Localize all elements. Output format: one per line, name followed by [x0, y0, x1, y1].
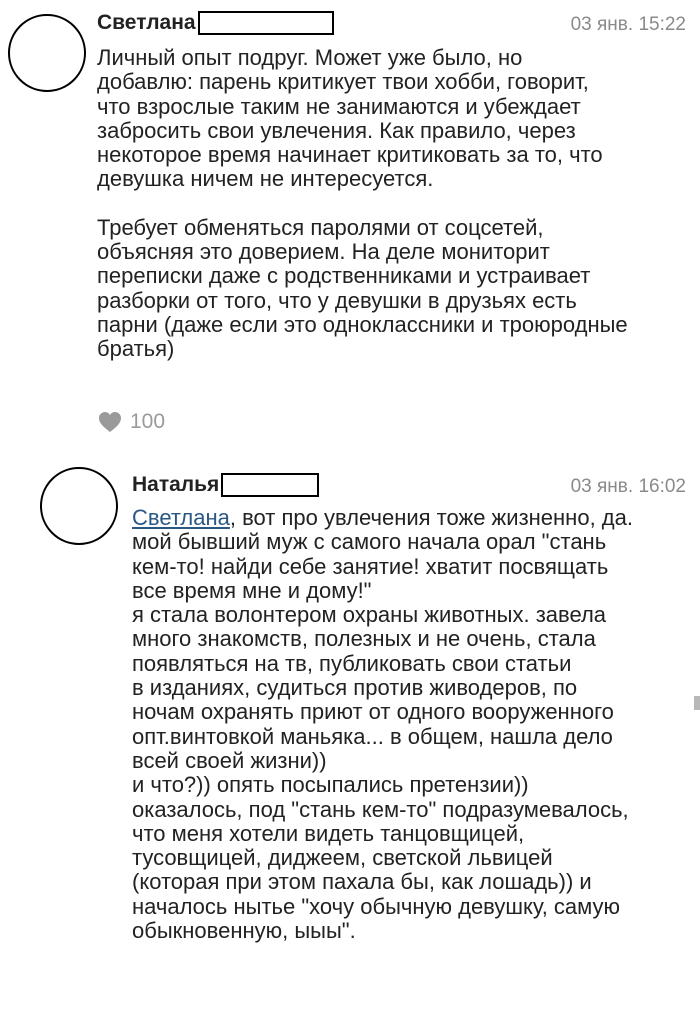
text-line: все время мне и дому!"	[132, 577, 372, 603]
text-line: тусовщицей, диджеем, светской львицей	[132, 845, 553, 871]
text-line: забросить свои увлечения. Как правило, через	[97, 117, 576, 143]
text-line: объясняя это доверием. На деле мониторит	[97, 239, 550, 265]
mention-link[interactable]: Светлана	[132, 505, 230, 530]
text-line: что меня хотели видеть танцовщицей,	[132, 820, 525, 846]
text-line: опт.винтовкой маньяка... в общем, нашла дело	[132, 723, 613, 749]
comment-text	[132, 506, 696, 943]
text-line: (которая при этом пахала бы, как лошадь)) и	[132, 869, 592, 895]
like-count: 100	[130, 410, 166, 433]
text-line: началось нытье "хочу обычную девушку, самую	[132, 893, 621, 919]
text-line: в изданиях, судиться против живодеров, по	[132, 675, 578, 701]
text-line: переписки даже с родственниками и устраивает	[97, 263, 591, 289]
comment-text	[97, 46, 693, 362]
redacted-name-box	[198, 11, 334, 35]
like-button[interactable]	[98, 410, 165, 434]
comment-header	[132, 470, 319, 500]
text-line: добавлю: парень критикует твои хобби, говорит,	[97, 69, 589, 95]
text-line: мой бывший муж с самого начала орал "стань	[132, 529, 607, 555]
text-line: много знакомств, полезных и не очень, стала	[132, 626, 596, 652]
text-line	[132, 506, 696, 530]
text-line: ночам охранять приют от одного вооруженного	[132, 699, 614, 725]
redacted-name-box	[221, 473, 319, 497]
text-line: разборки от того, что у девушки в друзьях есть	[97, 287, 577, 313]
text-line: девушка ничем не интересуется.	[97, 166, 434, 192]
avatar[interactable]	[8, 14, 86, 92]
text-line: парни (даже если это одноклассники и троюродные	[97, 311, 628, 337]
text-line: Требует обменяться паролями от соцсетей,	[97, 214, 544, 240]
comment-timestamp: 03 янв. 15:22	[570, 14, 686, 35]
text-line: всей своей жизни))	[132, 747, 327, 773]
text-line: и что?)) опять посыпались претензии))	[132, 772, 529, 798]
comment-timestamp: 03 янв. 16:02	[570, 476, 686, 497]
text-line: что взрослые таким не занимаются и убеждает	[97, 93, 581, 119]
text-line: Личный опыт подруг. Может уже было, но	[97, 45, 523, 70]
author-name[interactable]: Светлана	[97, 11, 196, 34]
text-line: появляться на тв, публиковать свои статьи	[132, 650, 572, 676]
heart-icon	[98, 411, 122, 433]
text-line: кем-то! найди себе занятие! хватит посвящать	[132, 553, 609, 579]
text-line: братья)	[97, 336, 175, 362]
text-line: оказалось, под "стань кем-то" подразумевалось,	[132, 796, 629, 822]
author-name[interactable]: Наталья	[132, 473, 220, 496]
scrollbar-thumb[interactable]	[694, 696, 700, 710]
text-line: я стала волонтером охраны животных. завела	[132, 602, 607, 628]
text-line: некоторое время начинает критиковать за то, что	[97, 142, 603, 168]
paragraph-gap	[97, 192, 693, 216]
avatar[interactable]	[40, 467, 118, 545]
comment-header	[97, 8, 334, 38]
text-fragment: , вот про увлечения тоже жизненно, да.	[229, 505, 633, 530]
text-line: обыкновенную, ыыы".	[132, 918, 356, 944]
